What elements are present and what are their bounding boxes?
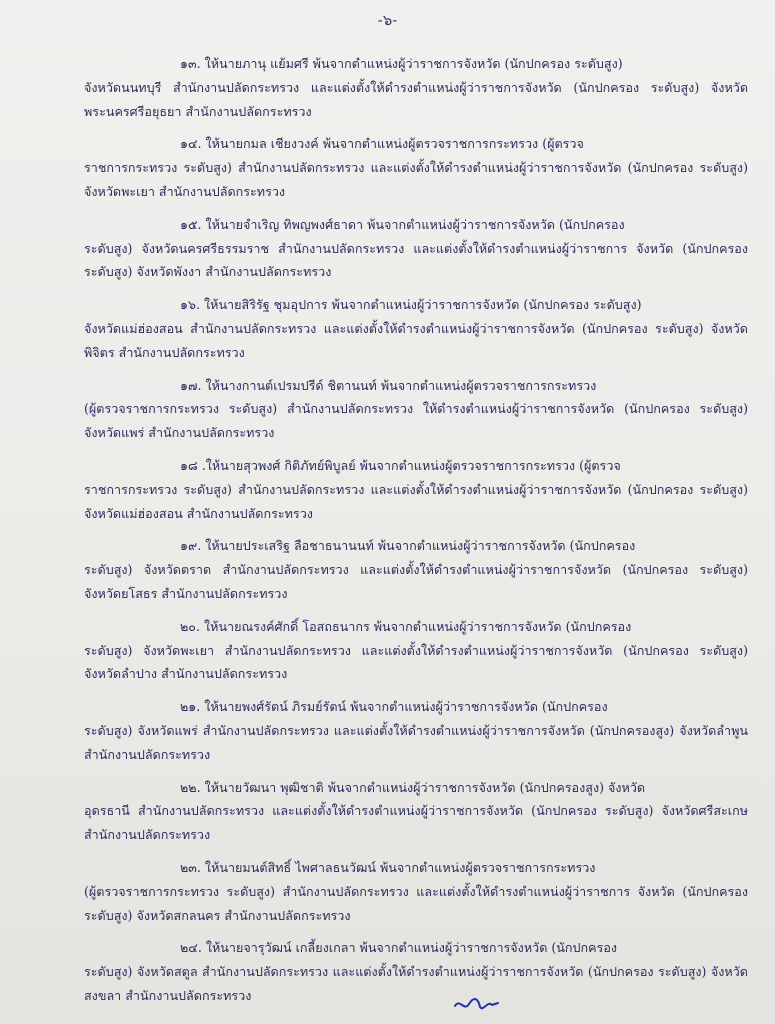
appointment-paragraph-17 — [84, 374, 748, 445]
paragraph-first-line: ๒๔. ให้นายจารุวัฒน์ เกลี้ยงเกลา พ้นจากตำแหน่งผู้ว่าราชการจังหวัด (นักปกครอง — [180, 940, 618, 956]
appointment-paragraph-22 — [84, 776, 748, 847]
paragraph-continuation: (ผู้ตรวจราชการกระทรวง ระดับสูง) สำนักงานปลัดกระทรวง ให้ดำรงตำแหน่งผู้ว่าราชการจังหวัด (นักปกครอง ระดับสูง) จังหวัดแพร่ สำนักงานปลัดกระทรวง — [84, 401, 748, 441]
appointment-paragraph-19 — [84, 534, 748, 605]
paragraph-first-line: ๒๓. ให้นายมนต์สิทธิ์ ไพศาลธนวัฒน์ พ้นจากตำแหน่งผู้ตรวจราชการกระทรวง — [180, 859, 596, 875]
paragraph-continuation: จังหวัดนนทบุรี สำนักงานปลัดกระทรวง และแต่งตั้งให้ดำรงตำแหน่งผู้ว่าราชการจังหวัด (นักปกครอง ระดับสูง) จังหวัดพระนครศรีอยุธยา สำนักงานปลัดกระทรวง — [84, 79, 748, 119]
initials-signature — [452, 994, 500, 1014]
document-body — [84, 52, 748, 1017]
paragraph-continuation: ราชการกระทรวง ระดับสูง) สำนักงานปลัดกระทรวง และแต่งตั้งให้ดำรงตำแหน่งผู้ว่าราชการจังหวัด (นักปกครอง ระดับสูง) จังหวัดแม่ฮ่องสอน สำนักงานปลัดกระทรวง — [84, 481, 748, 521]
paragraph-first-line: ๑๔. ให้นายกมล เชียงวงค์ พ้นจากตำแหน่งผู้ตรวจราชการกระทรวง (ผู้ตรวจ — [180, 136, 584, 152]
paragraph-first-line: ๑๕. ให้นายจำเริญ ทิพญพงศ์ธาดา พ้นจากตำแหน่งผู้ว่าราชการจังหวัด (นักปกครอง — [180, 216, 625, 232]
paragraph-continuation: ระดับสูง) จังหวัดพะเยา สำนักงานปลัดกระทรวง และแต่งตั้งให้ดำรงตำแหน่งผู้ว่าราชการจังหวัด (นักปกครอง ระดับสูง) จังหวัดลำปาง สำนักงานปลัดกระทรวง — [84, 642, 748, 682]
paragraph-first-line: ๑๓. ให้นายภานุ แย้มศรี พ้นจากตำแหน่งผู้ว่าราชการจังหวัด (นักปกครอง ระดับสูง) — [180, 56, 623, 71]
paragraph-first-line: ๑๖. ให้นายสิริรัฐ ชุมอุปการ พ้นจากตำแหน่งผู้ว่าราชการจังหวัด (นักปกครอง ระดับสูง) — [180, 297, 642, 313]
appointment-paragraph-21 — [84, 695, 748, 766]
appointment-paragraph-24 — [84, 936, 748, 1007]
paragraph-first-line: ๑๘ .ให้นายสุวพงศ์ กิติภัทย์พิบูลย์ พ้นจากตำแหน่งผู้ตรวจราชการกระทรวง (ผู้ตรวจ — [180, 457, 621, 473]
paragraph-continuation: (ผู้ตรวจราชการกระทรวง ระดับสูง) สำนักงานปลัดกระทรวง และแต่งตั้งให้ดำรงตำแหน่งผู้ว่าราชการ จังหวัด (นักปกครอง ระดับสูง) จังหวัดสกลนคร สำนักงานปลัดกระทรวง — [84, 883, 748, 923]
paragraph-continuation: ระดับสูง) จังหวัดนครศรีธรรมราช สำนักงานปลัดกระทรวง และแต่งตั้งให้ดำรงตำแหน่งผู้ว่าราชการ จังหวัด (นักปกครอง ระดับสูง) จังหวัดพังงา สำนักงานปลัดกระทรวง — [84, 240, 748, 280]
appointment-paragraph-23 — [84, 856, 748, 927]
paragraph-continuation: ระดับสูง) จังหวัดสตูล สำนักงานปลัดกระทรวง และแต่งตั้งให้ดำรงตำแหน่งผู้ว่าราชการจังหวัด (นักปกครอง ระดับสูง) จังหวัดสงขลา สำนักงานปลัดกระทรวง — [84, 964, 748, 1003]
appointment-paragraph-18 — [84, 454, 748, 525]
paragraph-continuation: ระดับสูง) จังหวัดตราด สำนักงานปลัดกระทรวง และแต่งตั้งให้ดำรงตำแหน่งผู้ว่าราชการจังหวัด (นักปกครอง ระดับสูง) จังหวัดยโสธร สำนักงานปลัดกระทรวง — [84, 562, 748, 601]
page-number: -๖- — [377, 11, 398, 29]
appointment-paragraph-16 — [84, 293, 748, 364]
appointment-paragraph-13 — [84, 52, 748, 123]
paragraph-first-line: ๑๗. ให้นางกานต์เปรมปรีด์ ชิตานนท์ พ้นจากตำแหน่งผู้ตรวจราชการกระทรวง — [180, 377, 597, 393]
paragraph-first-line: ๒๒. ให้นายวัฒนา พุฒิชาติ พ้นจากตำแหน่งผู้ว่าราชการจังหวัด (นักปกครองสูง) จังหวัด — [180, 779, 646, 795]
paragraph-continuation: ระดับสูง) จังหวัดแพร่ สำนักงานปลัดกระทรวง และแต่งตั้งให้ดำรงตำแหน่งผู้ว่าราชการจังหวัด (นักปกครองสูง) จังหวัดลำพูน สำนักงานปลัดกระทรวง — [84, 722, 748, 762]
paragraph-first-line: ๒๐. ให้นายณรงค์ศักดิ์ โอสถธนากร พ้นจากตำแหน่งผู้ว่าราชการจังหวัด (นักปกครอง — [180, 618, 632, 634]
appointment-paragraph-15 — [84, 213, 748, 284]
appointment-paragraph-14 — [84, 132, 748, 203]
paragraph-continuation: ราชการกระทรวง ระดับสูง) สำนักงานปลัดกระทรวง และแต่งตั้งให้ดำรงตำแหน่งผู้ว่าราชการจังหวัด (นักปกครอง ระดับสูง) จังหวัดพะเยา สำนักงานปลัดกระทรวง — [84, 160, 748, 199]
paragraph-continuation: อุดรธานี สำนักงานปลัดกระทรวง และแต่งตั้งให้ดำรงตำแหน่งผู้ว่าราชการจังหวัด (นักปกครอง ระดับสูง) จังหวัดศรีสะเกษ สำนักงานปลัดกระทรวง — [84, 803, 748, 843]
appointment-paragraph-20 — [84, 615, 748, 686]
paragraph-continuation: จังหวัดแม่ฮ่องสอน สำนักงานปลัดกระทรวง และแต่งตั้งให้ดำรงตำแหน่งผู้ว่าราชการจังหวัด (นักปกครอง ระดับสูง) จังหวัดพิจิตร สำนักงานปลัดกระทรวง — [84, 320, 748, 360]
paragraph-first-line: ๒๑. ให้นายพงศ์รัตน์ ภิรมย์รัตน์ พ้นจากตำแหน่งผู้ว่าราชการจังหวัด (นักปกครอง — [180, 699, 608, 715]
paragraph-first-line: ๑๙. ให้นายประเสริฐ ลือชาธนานนท์ พ้นจากตำแหน่งผู้ว่าราชการจังหวัด (นักปกครอง — [180, 538, 636, 554]
